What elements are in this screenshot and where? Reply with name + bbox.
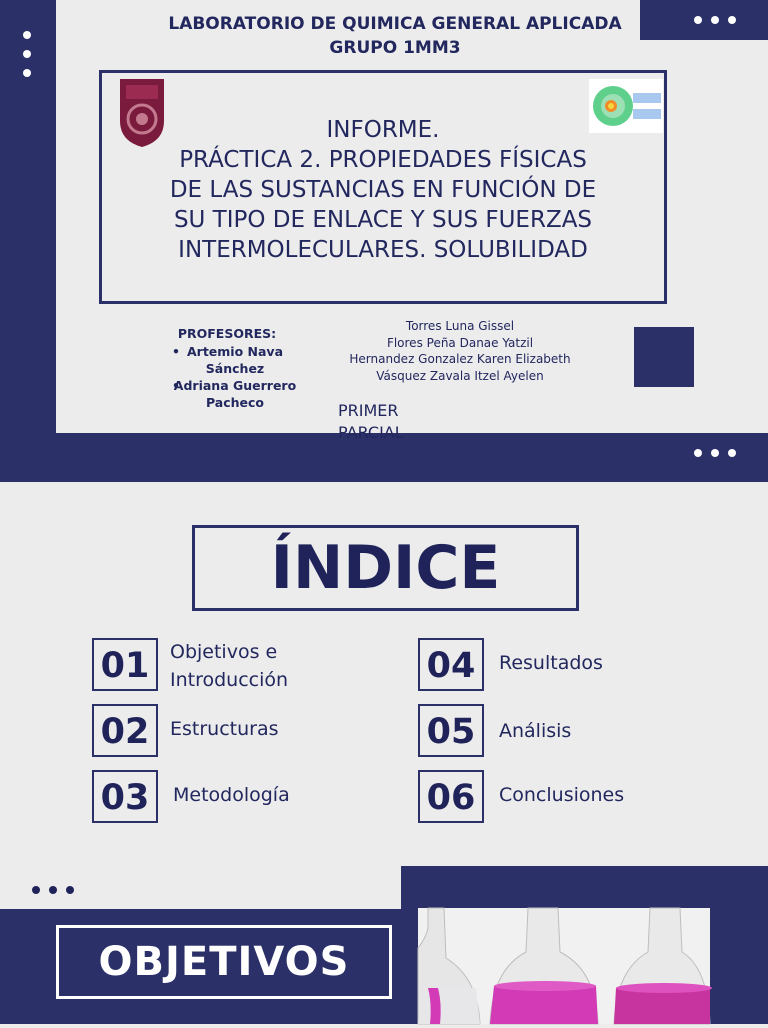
slide-cover [0,0,768,482]
objectives-title: OBJETIVOS [98,939,350,985]
report-title [162,115,604,265]
index-number: 05 [418,704,484,757]
group-name: GRUPO 1MM3 [329,38,461,58]
dots-decoration-left [23,31,31,77]
dots-decoration-objectives [32,886,74,894]
flasks-photo [418,908,710,1024]
title-line: INTERMOLECULARES. SOLUBILIDAD [178,237,588,263]
report-title-frame [99,70,667,304]
lab-name: LABORATORIO DE QUIMICA GENERAL APLICADA [168,14,622,34]
professors-heading: PROFESORES: [177,326,277,341]
slide-objectives [0,866,768,1024]
index-item-label: Conclusiones [499,784,625,806]
title-line: PRÁCTICA 2. PROPIEDADES FÍSICAS [179,147,587,173]
dots-decoration-top-right [694,16,736,24]
index-item-label: Resultados [499,652,603,674]
index-number: 03 [92,770,158,823]
professors-list [160,343,310,411]
title-line: SU TIPO DE ENLACE Y SUS FUERZAS [173,207,593,233]
title-line: INFORME. [326,117,440,143]
professor-item: • Artemio Nava Sánchez [160,343,310,377]
label-line: Objetivos e [170,641,278,663]
ipn-logo [116,77,168,149]
professor-item: • Adriana Guerrero Pacheco [160,377,310,411]
title-line: DE LAS SUSTANCIAS EN FUNCIÓN DE [169,177,597,203]
index-item-label: Análisis [499,720,572,742]
index-number: 04 [418,638,484,691]
index-title-frame [192,525,579,611]
index-item-label [170,638,288,694]
slide-index [0,482,768,866]
index-number: 01 [92,638,158,691]
student-name: Hernandez Gonzalez Karen Elizabeth [349,352,571,366]
navy-square-decoration [634,327,694,387]
objectives-title-frame [56,925,392,999]
student-name: Vásquez Zavala Itzel Ayelen [376,368,544,383]
partial-label: PRIMER PARCIAL [338,401,404,442]
student-name: Flores Peña Danae Yatzil [386,335,534,350]
student-name: Torres Luna Gissel [405,319,515,333]
dots-decoration-bottom-right [694,449,736,457]
index-title: ÍNDICE [270,533,501,603]
label-line: Introducción [170,669,289,691]
index-item-label: Metodología [173,784,290,806]
index-number: 06 [418,770,484,823]
index-item-label: Estructuras [170,718,279,740]
students-list [330,318,590,384]
index-number: 02 [92,704,158,757]
